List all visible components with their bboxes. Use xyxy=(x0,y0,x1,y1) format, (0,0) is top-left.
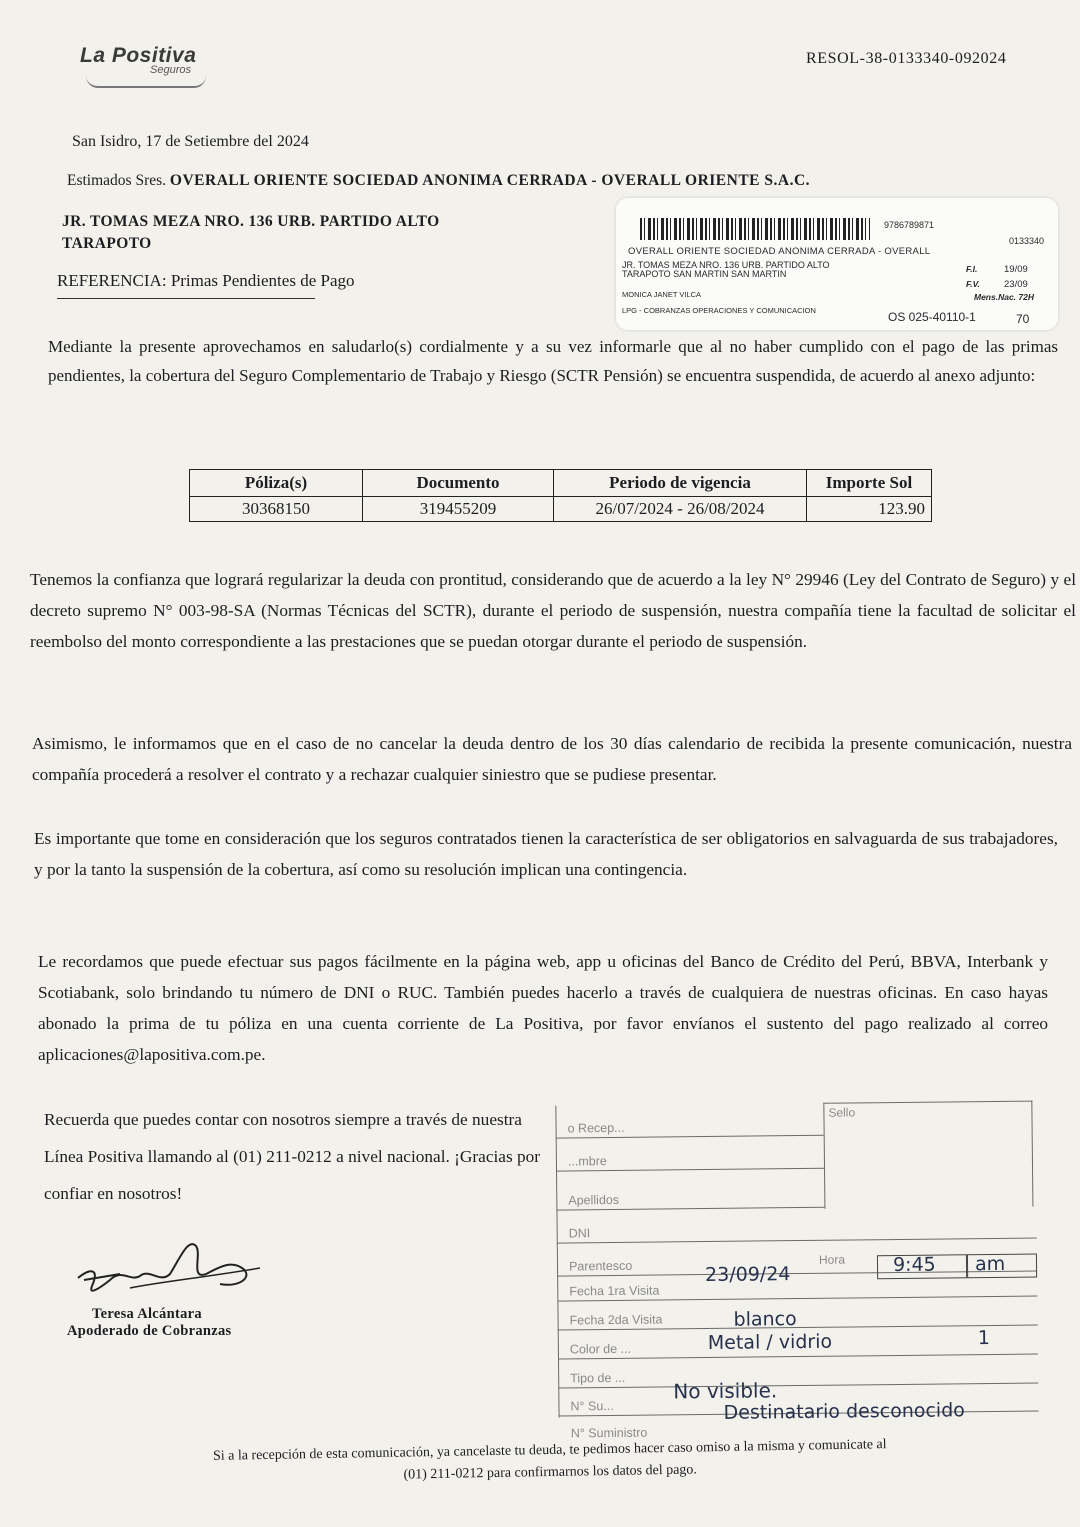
label-person: MONICA JANET VILCA xyxy=(622,290,702,299)
form-field-recepcion: o Recep... xyxy=(555,1103,823,1139)
label-department: LPG - COBRANZAS OPERACIONES Y COMUNICACION xyxy=(622,306,816,315)
reference xyxy=(57,271,354,291)
footer-line-1: Si a la recepción de esta comunicación, ya cancelaste tu deuda, te pedimos hacer caso omiso a la misma y comunicate al xyxy=(212,1437,887,1464)
reference-underline xyxy=(57,298,315,299)
col-header-periodo: Periodo de vigencia xyxy=(554,470,807,497)
hora-label: Hora xyxy=(818,1252,846,1267)
signature-icon xyxy=(70,1238,270,1306)
cell-documento: 319455209 xyxy=(363,497,554,522)
footer-line-2: (01) 211-0212 para confirmarnos los datos del pago. xyxy=(403,1462,697,1483)
handwritten-tipo: Metal / vidrio xyxy=(707,1330,833,1354)
form-field-fecha2: Fecha 2da Visita xyxy=(557,1293,1037,1331)
resolution-number: RESOL-38-0133340-092024 xyxy=(806,50,1007,67)
policy-table xyxy=(189,469,932,522)
cell-poliza: 30368150 xyxy=(190,497,363,522)
greeting xyxy=(67,172,810,190)
barcode-icon xyxy=(640,218,870,240)
signer-role: Apoderado de Cobranzas xyxy=(67,1323,232,1339)
col-header-documento: Documento xyxy=(363,470,554,497)
label-service: Mens.Nac. 72H xyxy=(974,292,1034,302)
paragraph-importance: Es importante que tome en consideración que los seguros contratados tienen la característica de ser obligatorios en salvaguarda de sus trabajadores, y por la tanto la suspensión de la cobertura, así como su resolución implican una contingencia. xyxy=(34,829,1058,879)
label-recipient: OVERALL ORIENTE SOCIEDAD ANONIMA CERRADA - OVERALL xyxy=(628,246,931,257)
handwritten-nota: Destinatario desconocido xyxy=(723,1399,965,1424)
form-field-suministro: N° Suministro xyxy=(570,1425,648,1441)
paragraph-deadline: Asimismo, le informamos que en el caso de no cancelar la deuda dentro de los 30 días calendario de recibida la presente comunicación, nuestra compañía procederá a resolver el contrato y a rechazar cualquier siniestro que se pudiese presentar. xyxy=(32,734,1072,784)
footer-note xyxy=(160,1433,941,1491)
logo-sub: Seguros xyxy=(150,64,191,76)
label-code: 0133340 xyxy=(1008,236,1044,246)
table-header-row xyxy=(190,470,932,497)
company-logo xyxy=(80,44,230,76)
letter-date: San Isidro, 17 de Setiembre del 2024 xyxy=(72,133,309,150)
recipient-name: OVERALL ORIENTE SOCIEDAD ANONIMA CERRADA - OVERALL ORIENTE S.A.C. xyxy=(169,172,811,189)
greeting-prefix: Estimados Sres. xyxy=(67,172,167,189)
form-field-dni: DNI xyxy=(556,1206,1036,1244)
form-field-suministro-short: N° Su... xyxy=(558,1379,1038,1417)
reference-label: REFERENCIA: xyxy=(57,271,167,290)
logo-swoosh-icon xyxy=(86,76,206,88)
form-field-parentesco: Parentesco xyxy=(557,1239,1037,1277)
label-fv-value: 23/09 xyxy=(1004,279,1028,290)
recipient-address xyxy=(62,211,440,255)
form-field-apellidos: Apellidos xyxy=(556,1175,824,1211)
barcode-number: 9786789871 xyxy=(884,220,935,230)
form-field-tipo: Tipo de ... xyxy=(558,1351,1038,1389)
paragraph-closing: Recuerda que puedes contar con nosotros siempre a través de nuestra Línea Positiva llamando al (01) 211-0212 a nivel nacional. ¡Gracias por confiar en nosotros! xyxy=(44,1110,541,1203)
label-address-1: JR. TOMAS MEZA NRO. 136 URB. PARTIDO ALTO xyxy=(622,260,830,270)
col-header-poliza: Póliza(s) xyxy=(190,470,363,497)
handwritten-hora: 9:45 xyxy=(892,1253,936,1277)
handwritten-ampm: am xyxy=(974,1252,1006,1276)
form-field-fecha1: Fecha 1ra Visita xyxy=(557,1264,1037,1302)
intro-paragraph: Mediante la presente aprovechamos en saludarlo(s) cordialmente y a su vez informarle que al no haber cumplido con el pago de las primas pendientes, la cobertura del Seguro Complementario de Trabajo y Riesgo (SCTR Pensión) se encuentra suspendida, de acuerdo al anexo adjunto: xyxy=(48,337,1058,385)
paragraph-law: Tenemos la confianza que logrará regularizar la deuda con prontitud, considerando que de acuerdo a la ley N° 29946 (Ley del Contrato de Seguro) y el decreto supremo N° 003-98-SA (Normas Técnicas del SCTR), durante el periodo de suspensión, nuestra compañía tiene la facultad de solicitar el reembolso del monto correspondiente a las prestaciones que se puedan otorgar durante el periodo de suspensión. xyxy=(30,570,1076,651)
logo-brand: La Positiva xyxy=(80,44,197,67)
stamp-box xyxy=(823,1101,1033,1209)
form-field-nombre: ...mbre xyxy=(556,1136,824,1172)
table-row xyxy=(190,497,932,522)
signer-name: Teresa Alcántara xyxy=(92,1306,202,1322)
mailing-label xyxy=(616,198,1058,330)
label-os: OS 025-40110-1 xyxy=(888,310,976,324)
stamp-box-label: Sello xyxy=(828,1105,856,1120)
delivery-form xyxy=(555,1100,1048,1441)
col-header-importe: Importe Sol xyxy=(807,470,932,497)
label-fv-label: F.V. xyxy=(966,279,980,289)
paragraph-payments: Le recordamos que puede efectuar sus pagos fácilmente en la página web, app u oficinas del Banco de Crédito del Perú, BBVA, Interbank y Scotiabank, solo brindando tu número de DNI o RUC. También puedes hacerlo a través de cualquiera de nuestras oficinas. En caso hayas abonado la prima de tu póliza en una cuenta corriente de La Positiva, por favor envíanos el sustento del pago realizado al correo aplicaciones@lapositiva.com.pe. xyxy=(38,952,1048,1064)
address-line-2: TARAPOTO xyxy=(62,235,152,252)
handwritten-suministro: No visible. xyxy=(673,1378,778,1404)
address-line-1: JR. TOMAS MEZA NRO. 136 URB. PARTIDO ALTO xyxy=(62,213,440,230)
label-fi-label: F.I. xyxy=(966,264,978,274)
handwritten-fecha1: 23/09/24 xyxy=(705,1263,791,1287)
label-fi-value: 19/09 xyxy=(1004,264,1028,275)
label-address-2: TARAPOTO SAN MARTIN SAN MARTIN xyxy=(622,269,787,279)
handwritten-pisos: 1 xyxy=(977,1327,991,1350)
cell-importe: 123.90 xyxy=(807,497,932,522)
form-field-color: Color de ... xyxy=(558,1322,1038,1360)
cell-periodo: 26/07/2024 - 26/08/2024 xyxy=(554,497,807,522)
handwritten-color: blanco xyxy=(733,1308,797,1331)
label-os-num: 70 xyxy=(1016,312,1030,326)
reference-text: Primas Pendientes de Pago xyxy=(170,271,355,290)
